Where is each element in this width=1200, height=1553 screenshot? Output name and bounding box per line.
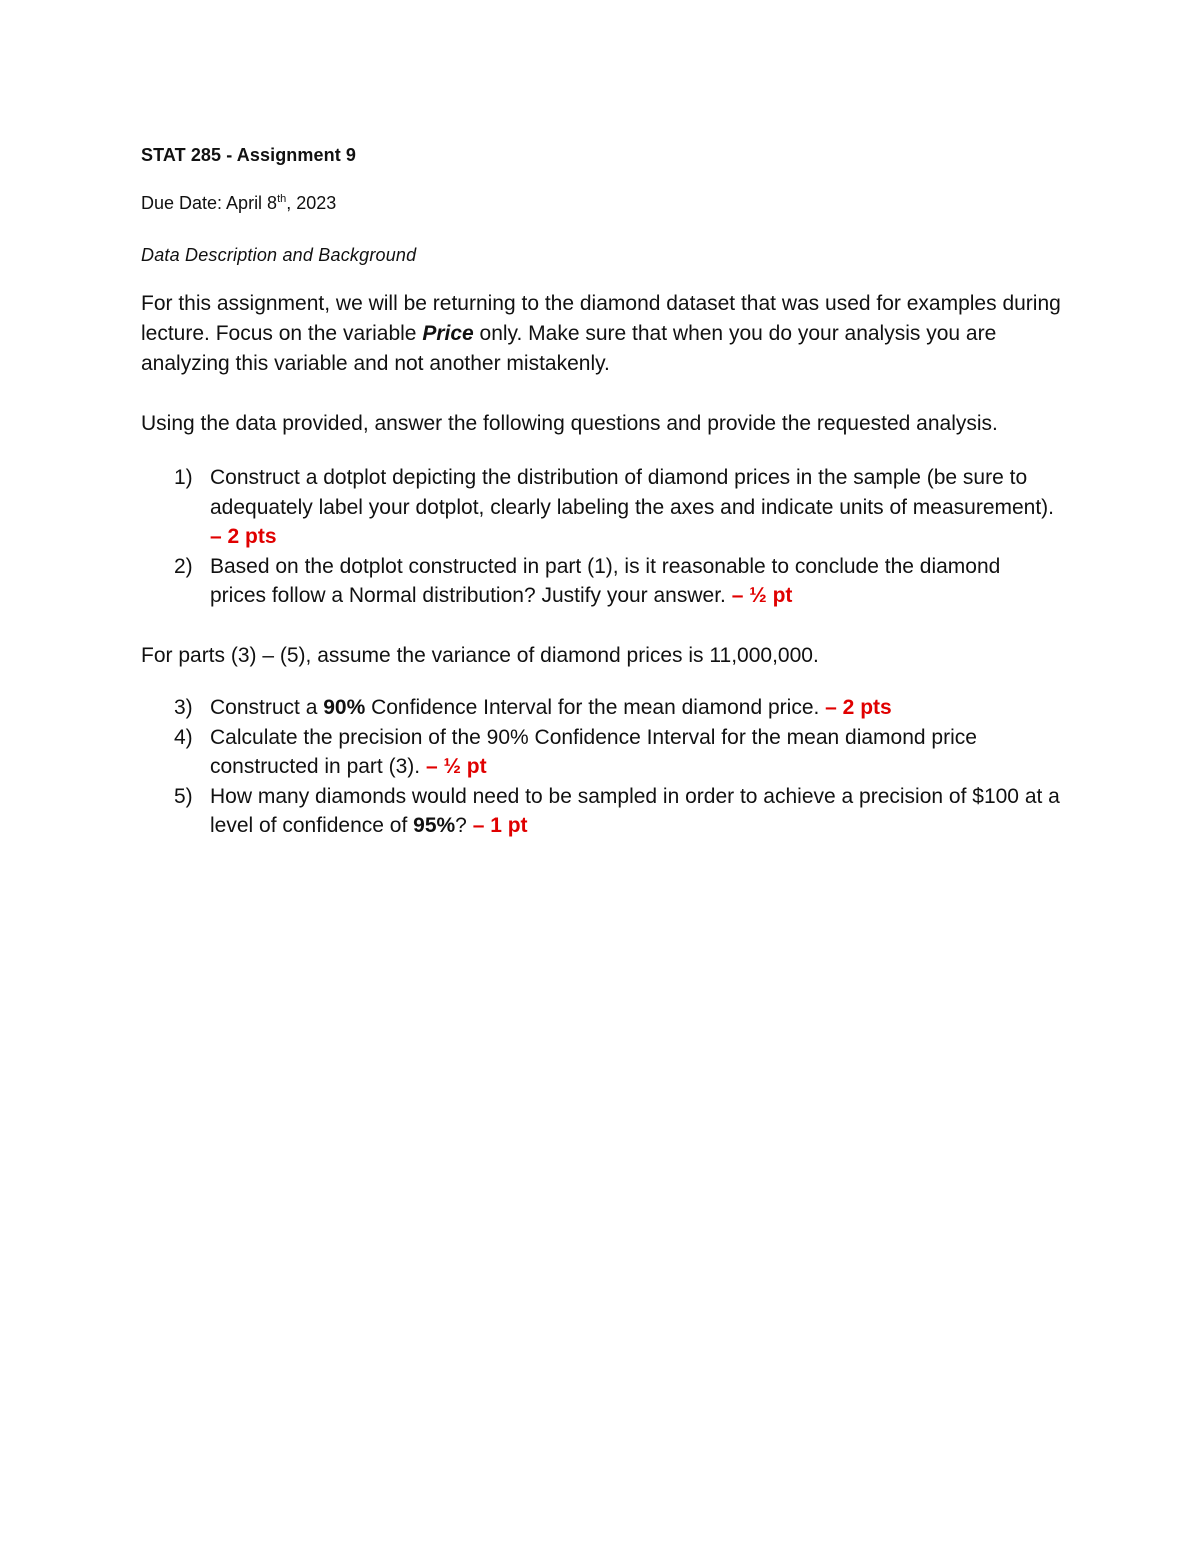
points-label: – ½ pt — [425, 755, 487, 779]
question-item — [141, 723, 1061, 782]
question-body-after: ? — [455, 814, 473, 838]
question-item — [141, 552, 1061, 611]
question-number: 3) — [174, 695, 193, 719]
points-label: – 1 pt — [472, 814, 528, 838]
question-number: 4) — [174, 725, 193, 749]
intro-text-before: For this assignment, we will be returning to the diamond dataset that was used for examples during lecture. Focus on the variable — [141, 292, 1061, 345]
due-date — [141, 188, 1061, 218]
question-emphasis: 95% — [413, 814, 456, 838]
question-body: Based on the dotplot constructed in part (1), is it reasonable to conclude the diamond prices follow a Normal distribution? Justify your answer. — [210, 554, 1001, 608]
question-item — [141, 693, 1061, 723]
question-list-2 — [141, 693, 1061, 841]
question-body-after: Confidence Interval for the mean diamond price. — [365, 695, 826, 719]
question-text — [210, 782, 1061, 841]
question-text — [210, 552, 1061, 611]
question-text — [210, 463, 1061, 552]
intro-paragraph — [141, 289, 1066, 379]
instructions-paragraph: Using the data provided, answer the following questions and provide the requested analysis. — [141, 412, 998, 435]
question-number: 1) — [174, 466, 193, 489]
question-body-before: Construct a — [210, 695, 324, 719]
question-emphasis: 90% — [323, 695, 366, 719]
section-heading: Data Description and Background — [141, 245, 417, 265]
intro-text-after: only. Make sure that when you do your analysis you are analyzing this variable and not another mistakenly. — [141, 322, 997, 375]
question-text — [210, 693, 1061, 723]
question-number: 5) — [174, 784, 193, 808]
due-date-suffix: , 2023 — [286, 193, 337, 213]
question-body: Construct a dotplot depicting the distribution of diamond prices in the sample (be sure to adequately label your dotplot, clearly labeling the axes and indicate units of measurement). — [210, 466, 1055, 519]
question-text — [210, 723, 1061, 782]
points-label: – 2 pts — [210, 525, 277, 549]
document-title: STAT 285 - Assignment 9 — [141, 145, 357, 165]
parts-note: For parts (3) – (5), assume the variance of diamond prices is 11,000,000. — [141, 643, 819, 667]
question-number: 2) — [174, 554, 193, 578]
question-item — [141, 782, 1061, 841]
document-content — [141, 140, 1061, 841]
due-date-sup: th — [277, 193, 287, 205]
question-item — [141, 463, 1061, 552]
points-label: – ½ pt — [731, 584, 793, 608]
due-date-prefix: Due Date: April 8 — [141, 193, 278, 213]
question-body-before: How many diamonds would need to be sampled in order to achieve a precision of $100 at a level of confidence of — [210, 784, 1060, 838]
question-list-1 — [141, 463, 1061, 611]
points-label: – 2 pts — [825, 695, 892, 719]
question-body-before: Calculate the precision of the 90% Confidence Interval for the mean diamond price constructed in part (3). — [210, 725, 977, 779]
variable-name: Price — [422, 322, 474, 345]
